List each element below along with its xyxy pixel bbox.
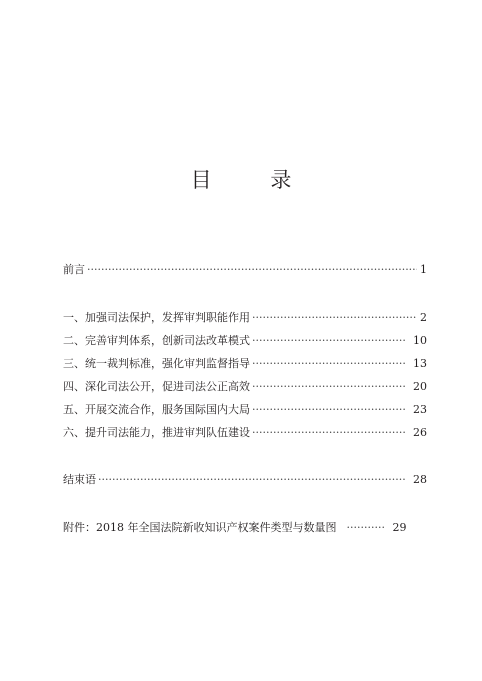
toc-entry-page: 23 — [413, 403, 427, 416]
toc-entry-section-2[interactable] — [63, 333, 427, 349]
toc-entry-label: 五、开展交流合作，服务国际国内大局 — [63, 403, 250, 416]
toc-entry-section-6[interactable] — [63, 425, 427, 441]
toc-entry-conclusion[interactable] — [63, 472, 427, 488]
toc-entry-label: 一、加强司法保护，发挥审判职能作用 — [63, 311, 250, 324]
toc-entry-section-4[interactable] — [63, 379, 427, 395]
leader-dots — [252, 402, 405, 418]
toc-entry-page: 10 — [413, 334, 427, 347]
leader-dots — [347, 520, 385, 536]
leader-dots — [252, 310, 417, 326]
toc-entry-preface[interactable] — [63, 262, 427, 278]
toc-entry-label: 结束语 — [63, 473, 96, 486]
toc-entry-section-3[interactable] — [63, 356, 427, 372]
toc-entry-label: 前言 — [63, 263, 85, 276]
leader-dots — [87, 262, 417, 278]
toc-entry-label: 四、深化司法公开，促进司法公正高效 — [63, 380, 250, 393]
leader-dots — [252, 356, 405, 372]
leader-dots — [252, 333, 405, 349]
leader-dots — [252, 425, 405, 441]
toc-entry-section-1[interactable] — [63, 310, 427, 326]
toc-entry-page: 1 — [420, 263, 427, 276]
toc-entry-page: 29 — [392, 521, 407, 534]
toc-entry-page: 13 — [413, 357, 427, 370]
toc-entry-page: 26 — [413, 426, 427, 439]
toc-entry-page: 28 — [413, 473, 427, 486]
toc-entry-appendix[interactable] — [63, 520, 427, 536]
toc-entry-label: 六、提升司法能力，推进审判队伍建设 — [63, 426, 250, 439]
toc-entry-section-5[interactable] — [63, 402, 427, 418]
toc-entry-page: 20 — [413, 380, 427, 393]
toc-entry-page: 2 — [420, 311, 427, 324]
leader-dots — [98, 472, 405, 488]
toc-entry-label: 二、完善审判体系，创新司法改革模式 — [63, 334, 250, 347]
leader-dots — [252, 379, 405, 395]
toc-entry-label: 三、统一裁判标准，强化审判监督指导 — [63, 357, 250, 370]
toc-entry-label: 附件：2018 年全国法院新收知识产权案件类型与数量图 — [63, 521, 337, 534]
toc-title: 目 录 — [190, 168, 318, 192]
